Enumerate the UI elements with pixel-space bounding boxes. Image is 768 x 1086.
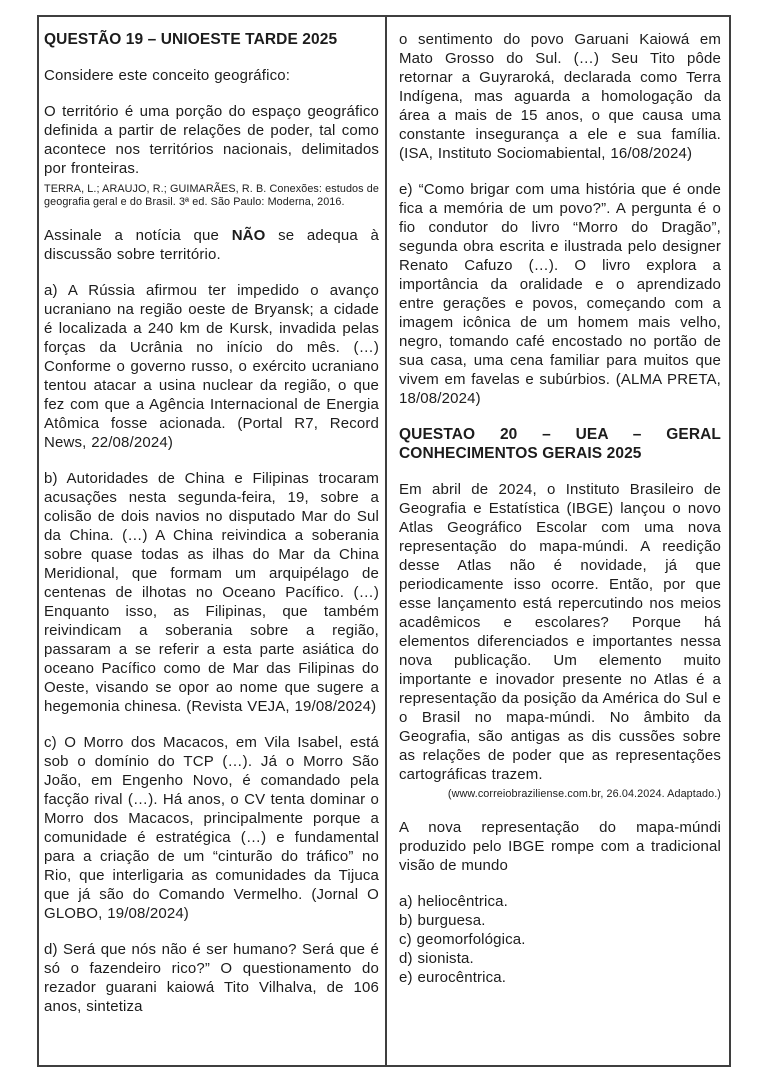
question-20-heading: QUESTAO 20 – UEA – GERAL CONHECIMENTOS GERAIS 2025 (399, 426, 721, 462)
question-19-heading: QUESTÃO 19 – UNIOESTE TARDE 2025 (44, 31, 338, 48)
option-c-text: c) O Morro dos Macacos, em Vila Isabel, está sob o domínio do TCP (…). Já o Morro São João, em Engenho Novo, é comandado pela facção rival (…). Há anos, o CV tenta dominar o Morro dos Macacos, principalmente porque a comunidade é estratégica (…) e fundamental para a criação de um “cinturão do tráfico” no Rio, que interligaria as comunidades da Tijuca que já são do Comando Vermelho. (Jornal O GLOBO, 19/08/2024) (44, 734, 379, 922)
right-column (385, 17, 729, 1065)
answer-option-c: c) geomorfológica. (399, 931, 526, 948)
option-e-text: e) “Como brigar com uma história que é onde fica a memória de um povo?”. A pergunta é o fio condutor do livro “Morro do Dragão”, segunda obra escrita e ilustrada pelo designer Renato Cafuzo (…). O livro explora a importância da oralidade e o aprendizado entre gerações e povos, começando com a imagem icônica de um homem mais velho, negro, tomando café encostado no portão de sua casa, uma cena familiar para muitos que vivem em favelas e subúrbios. (ALMA PRETA, 18/08/2024) (399, 181, 721, 407)
option-a-text: a) A Rússia afirmou ter impedido o avanço ucraniano na região oeste de Bryansk; a cidade é localizada a 240 km de Kursk, invadida pelas forças da Ucrânia no início do mês. (…) Conforme o governo russo, o exército ucraniano tentou atacar a usina nuclear da região, o que fez com que a Agência Internacional de Energia Atômica fosse acionada. (Portal R7, Record News, 22/08/2024) (44, 282, 379, 451)
question-19-intro: Considere este conceito geográfico: (44, 67, 291, 84)
question-sheet (37, 15, 731, 1067)
question-20-source-citation: (www.correiobraziliense.com.br, 26.04.2024. Adaptado.) (447, 788, 721, 800)
option-d-text-part2: o sentimento do povo Garuani Kaiowá em Mato Grosso do Sul. (…) Seu Tito pôde retornar a Guyraroká, declarada como Terra Indígena, mas aguarda a homologação da área a mais de 15 anos, o que causa uma constante insegurança a ele e sua família. (ISA, Instituto Sociomabiental, 16/08/2024) (399, 31, 721, 162)
option-b-text: b) Autoridades de China e Filipinas trocaram acusações nesta segunda-feira, 19, sobre a colisão de dois navios no disputado Mar do Sul da China. (…) A China reivindica a soberania sobre quase todas as ilhas do Mar da China Meridional, que formam um arquipélago de centenas de ilhotas no Oceano Pacífico. (…) Enquanto isso, as Filipinas, que também reivindicam a soberania sobre a região, passaram a se referir a esta parte asiática do oceano Pacífico como de Mar das Filipinas do Oeste, visando se opor ao nome que sugere a hegemonia chinesa. (Revista VEJA, 19/08/2024) (44, 470, 379, 715)
answer-option-d: d) sionista. (399, 950, 474, 967)
concept-source-citation: TERRA, L.; ARAUJO, R.; GUIMARÃES, R. B. Conexões: estudos de geografia geral e do Brasil. 3ª ed. São Paulo: Moderna, 2016. (44, 183, 379, 208)
question-19-command (44, 226, 379, 264)
answer-options-list (399, 892, 721, 987)
command-emphasis-nao: NÃO (231, 227, 266, 244)
left-column (39, 17, 385, 1065)
concept-quote: O território é uma porção do espaço geográfico definida a partir de relações de poder, tal como acontece nos territórios nacionais, delimitados por fronteiras. (44, 103, 379, 177)
answer-option-b: b) burguesa. (399, 912, 486, 929)
answer-option-a: a) heliocêntrica. (399, 893, 508, 910)
question-20-command: A nova representação do mapa-múndi produzido pelo IBGE rompe com a tradicional visão de mundo (399, 819, 721, 874)
command-text-pre: Assinale a notícia que (44, 227, 232, 244)
command-text-post: se adequa à discussão sobre território. (44, 227, 379, 263)
question-20-body: Em abril de 2024, o Instituto Brasileiro de Geografia e Estatística (IBGE) lançou o novo Atlas Geográfico Escolar com uma nova representação do mapa-múndi. A reedição desse Atlas não é novidade, já que periodicamente isso ocorre. Então, por que esse lançamento está repercutindo nos meios acadêmicos e escolares? Porque há elementos diferenciados e importantes nessa nova publicação. Um elemento muito importante e inovador presente no Atlas é a representação da posição da América do Sul e o Brasil no mapa-múndi. No âmbito da Geografia, são antigas as dis cussões sobre as relações de poder que as representações cartográficas trazem. (399, 481, 721, 783)
option-d-text-part1: d) Será que nós não é ser humano? Será que é só o fazendeiro rico?” O questionamento do rezador guarani kaiowá Tito Vilhalva, de 106 anos, sintetiza (44, 941, 379, 1015)
answer-option-e: e) eurocêntrica. (399, 969, 507, 986)
